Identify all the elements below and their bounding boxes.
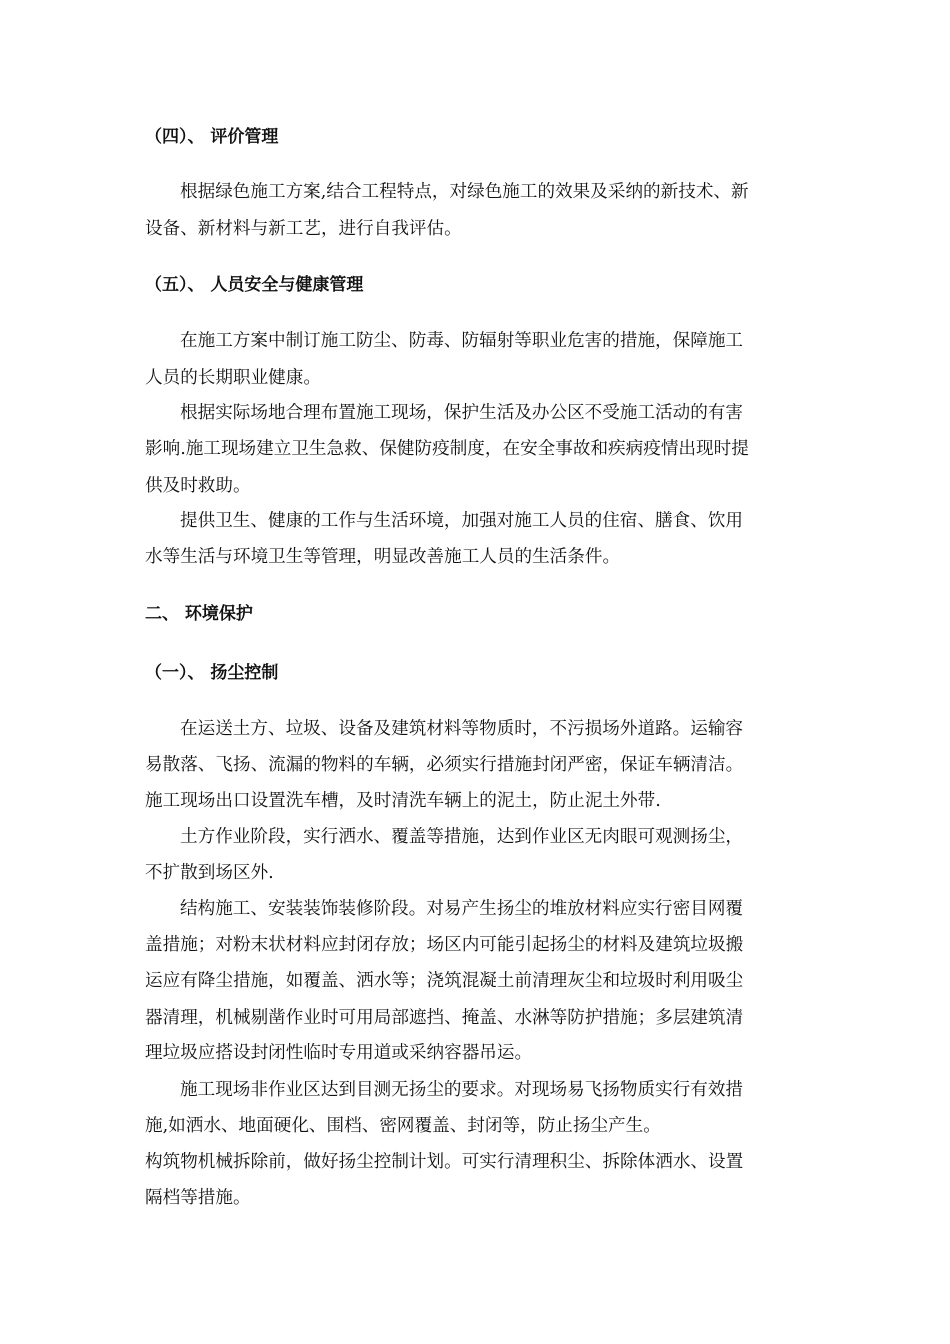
paragraph-line: 供及时救助。	[145, 476, 251, 496]
paragraph-line: 隔档等措施。	[145, 1188, 251, 1208]
paragraph-line: 构筑物机械拆除前，做好扬尘控制计划。可实行清理积尘、拆除体洒水、设置	[145, 1152, 744, 1172]
section-heading-safety-health: （五）、 人员安全与健康管理	[145, 275, 364, 295]
paragraph-line: 施,如洒水、地面硬化、围档、密网覆盖、封闭等，防止扬尘产生。	[145, 1116, 661, 1136]
paragraph-line: 土方作业阶段，实行洒水、覆盖等措施，达到作业区无肉眼可观测扬尘，	[180, 827, 744, 847]
paragraph-line: 人员的长期职业健康。	[145, 368, 321, 388]
paragraph-line: 不扩散到场区外.	[145, 863, 274, 883]
paragraph-line: 施工现场非作业区达到目测无扬尘的要求。对现场易飞扬物质实行有效措	[180, 1080, 744, 1100]
paragraph-line: 水等生活与环境卫生等管理，明显改善施工人员的生活条件。	[145, 547, 621, 567]
paragraph-line: 器清理，机械剔凿作业时可用局部遮挡、掩盖、水淋等防护措施；多层建筑清	[145, 1008, 744, 1028]
paragraph-line: 施工现场出口设置洗车槽，及时清洗车辆上的泥土，防止泥土外带.	[145, 791, 661, 811]
section-heading-evaluation: （四）、 评价管理	[145, 127, 279, 147]
paragraph-line: 易散落、飞扬、流漏的物料的车辆，必须实行措施封闭严密，保证车辆清洁。	[145, 755, 744, 775]
section-heading-dust-control: （一）、 扬尘控制	[145, 663, 279, 683]
paragraph-line: 理垃圾应搭设封闭性临时专用道或采纳容器吊运。	[145, 1043, 533, 1063]
paragraph-line: 结构施工、安装装饰装修阶段。对易产生扬尘的堆放材料应实行密目网覆	[180, 899, 744, 919]
paragraph-line: 运应有降尘措施，如覆盖、洒水等；浇筑混凝土前清理灰尘和垃圾时利用吸尘	[145, 971, 744, 991]
paragraph-line: 根据绿色施工方案,结合工程特点，对绿色施工的效果及采纳的新技术、新	[180, 182, 749, 202]
paragraph-line: 盖措施；对粉末状材料应封闭存放；场区内可能引起扬尘的材料及建筑垃圾搬	[145, 935, 744, 955]
paragraph-line: 设备、新材料与新工艺，进行自我评估。	[145, 219, 462, 239]
paragraph-line: 根据实际场地合理布置施工现场，保护生活及办公区不受施工活动的有害	[180, 403, 744, 423]
paragraph-line: 在施工方案中制订施工防尘、防毒、防辐射等职业危害的措施，保障施工	[180, 331, 744, 351]
paragraph-line: 在运送土方、垃圾、设备及建筑材料等物质时，不污损场外道路。运输容	[180, 719, 744, 739]
chapter-heading-environment: 二、 环境保护	[145, 604, 253, 624]
paragraph-line: 影响.施工现场建立卫生急救、保健防疫制度，在安全事故和疾病疫情出现时提	[145, 439, 749, 459]
paragraph-line: 提供卫生、健康的工作与生活环境，加强对施工人员的住宿、膳食、饮用	[180, 511, 744, 531]
